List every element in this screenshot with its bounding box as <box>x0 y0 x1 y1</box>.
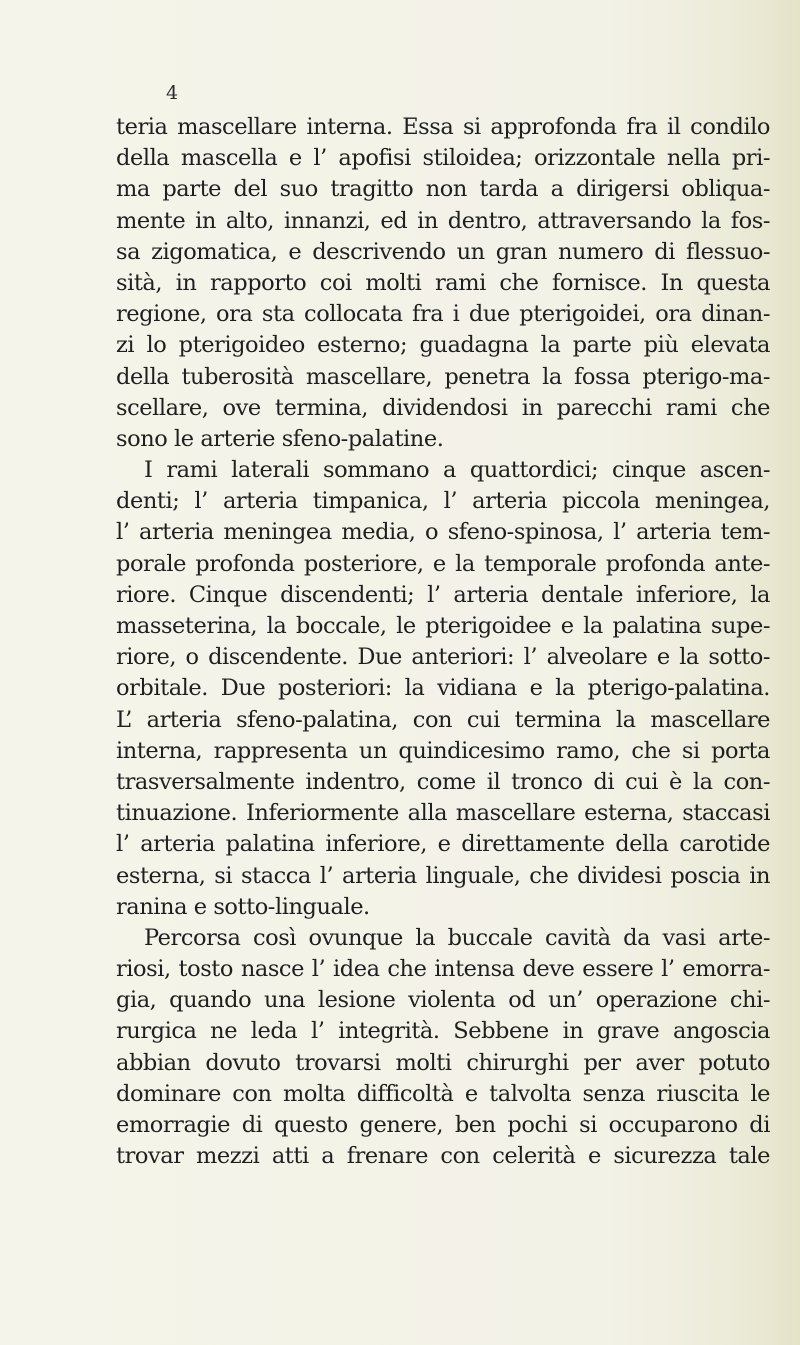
text-line: della tuberosità mascellare, penetra la fossa pterigo-ma- <box>116 363 770 390</box>
text-line: emorragie di questo genere, ben pochi si occuparono di <box>116 1112 770 1138</box>
text-line: mente in alto, innanzi, ed in dentro, attraversando la fos- <box>116 207 770 234</box>
text-line: L’ arteria sfeno-palatina, con cui termina la mascellare <box>116 706 770 733</box>
text-line: orbitale. Due posteriori: la vidiana e la pterigo-palatina. <box>116 675 770 702</box>
text-line: dominare con molta difficoltà e talvolta senza riuscita le <box>116 1080 770 1107</box>
text-line: denti; l’ arteria timpanica, l’ arteria piccola meningea, <box>116 488 770 515</box>
text-line: regione, ora sta collocata fra i due pterigoidei, ora dinan- <box>116 301 770 328</box>
text-line: zi lo pterigoideo esterno; guadagna la parte più elevata <box>116 332 770 359</box>
page-number: 4 <box>166 82 179 104</box>
text-line: trasversalmente indentro, come il tronco di cui è la con- <box>116 768 770 795</box>
text-line: sono le arterie sfeno-palatine. <box>116 425 444 452</box>
body-text <box>116 112 770 1172</box>
text-line: l’ arteria meningea media, o sfeno-spinosa, l’ arteria tem- <box>116 519 770 546</box>
text-line: sità, in rapporto coi molti rami che fornisce. In questa <box>116 269 770 296</box>
text-line: interna, rappresenta un quindicesimo ramo, che si porta <box>116 737 770 764</box>
text-line: teria mascellare interna. Essa si approfonda fra il condilo <box>116 114 770 140</box>
text-line: ranina e sotto-linguale. <box>116 893 370 920</box>
text-line: della mascella e l’ apofisi stiloidea; orizzontale nella pri- <box>116 145 770 172</box>
text-line: esterna, si stacca l’ arteria linguale, che dividesi poscia in <box>116 862 770 889</box>
text-line: riosi, tosto nasce l’ idea che intensa deve essere l’ emorra- <box>116 956 770 983</box>
text-line: tinuazione. Inferiormente alla mascellare esterna, staccasi <box>116 800 770 827</box>
text-line: porale profonda posteriore, e la temporale profonda ante- <box>116 550 770 577</box>
text-line: abbian dovuto trovarsi molti chirurghi per aver potuto <box>116 1049 770 1076</box>
text-line: gia, quando una lesione violenta od un’ operazione chi- <box>116 987 770 1014</box>
text-line: trovar mezzi atti a frenare con celerità e sicurezza tale <box>116 1143 770 1170</box>
text-line: I rami laterali sommano a quattordici; cinque ascen- <box>144 457 770 484</box>
text-line: ma parte del suo tragitto non tarda a dirigersi obliqua- <box>116 176 770 203</box>
text-line: sa zigomatica, e descrivendo un gran numero di flessuo- <box>116 238 770 265</box>
text-line: Percorsa così ovunque la buccale cavità da vasi arte- <box>144 924 770 951</box>
text-line: riore. Cinque discendenti; l’ arteria dentale inferiore, la <box>116 581 770 608</box>
text-line: scellare, ove termina, dividendosi in parecchi rami che <box>116 394 770 421</box>
text-line: l’ arteria palatina inferiore, e direttamente della carotide <box>116 831 770 858</box>
text-line: riore, o discendente. Due anteriori: l’ alveolare e la sotto- <box>116 644 770 671</box>
text-line: masseterina, la boccale, le pterigoidee e la palatina supe- <box>116 613 770 639</box>
text-line: rurgica ne leda l’ integrità. Sebbene in grave angoscia <box>116 1018 770 1045</box>
